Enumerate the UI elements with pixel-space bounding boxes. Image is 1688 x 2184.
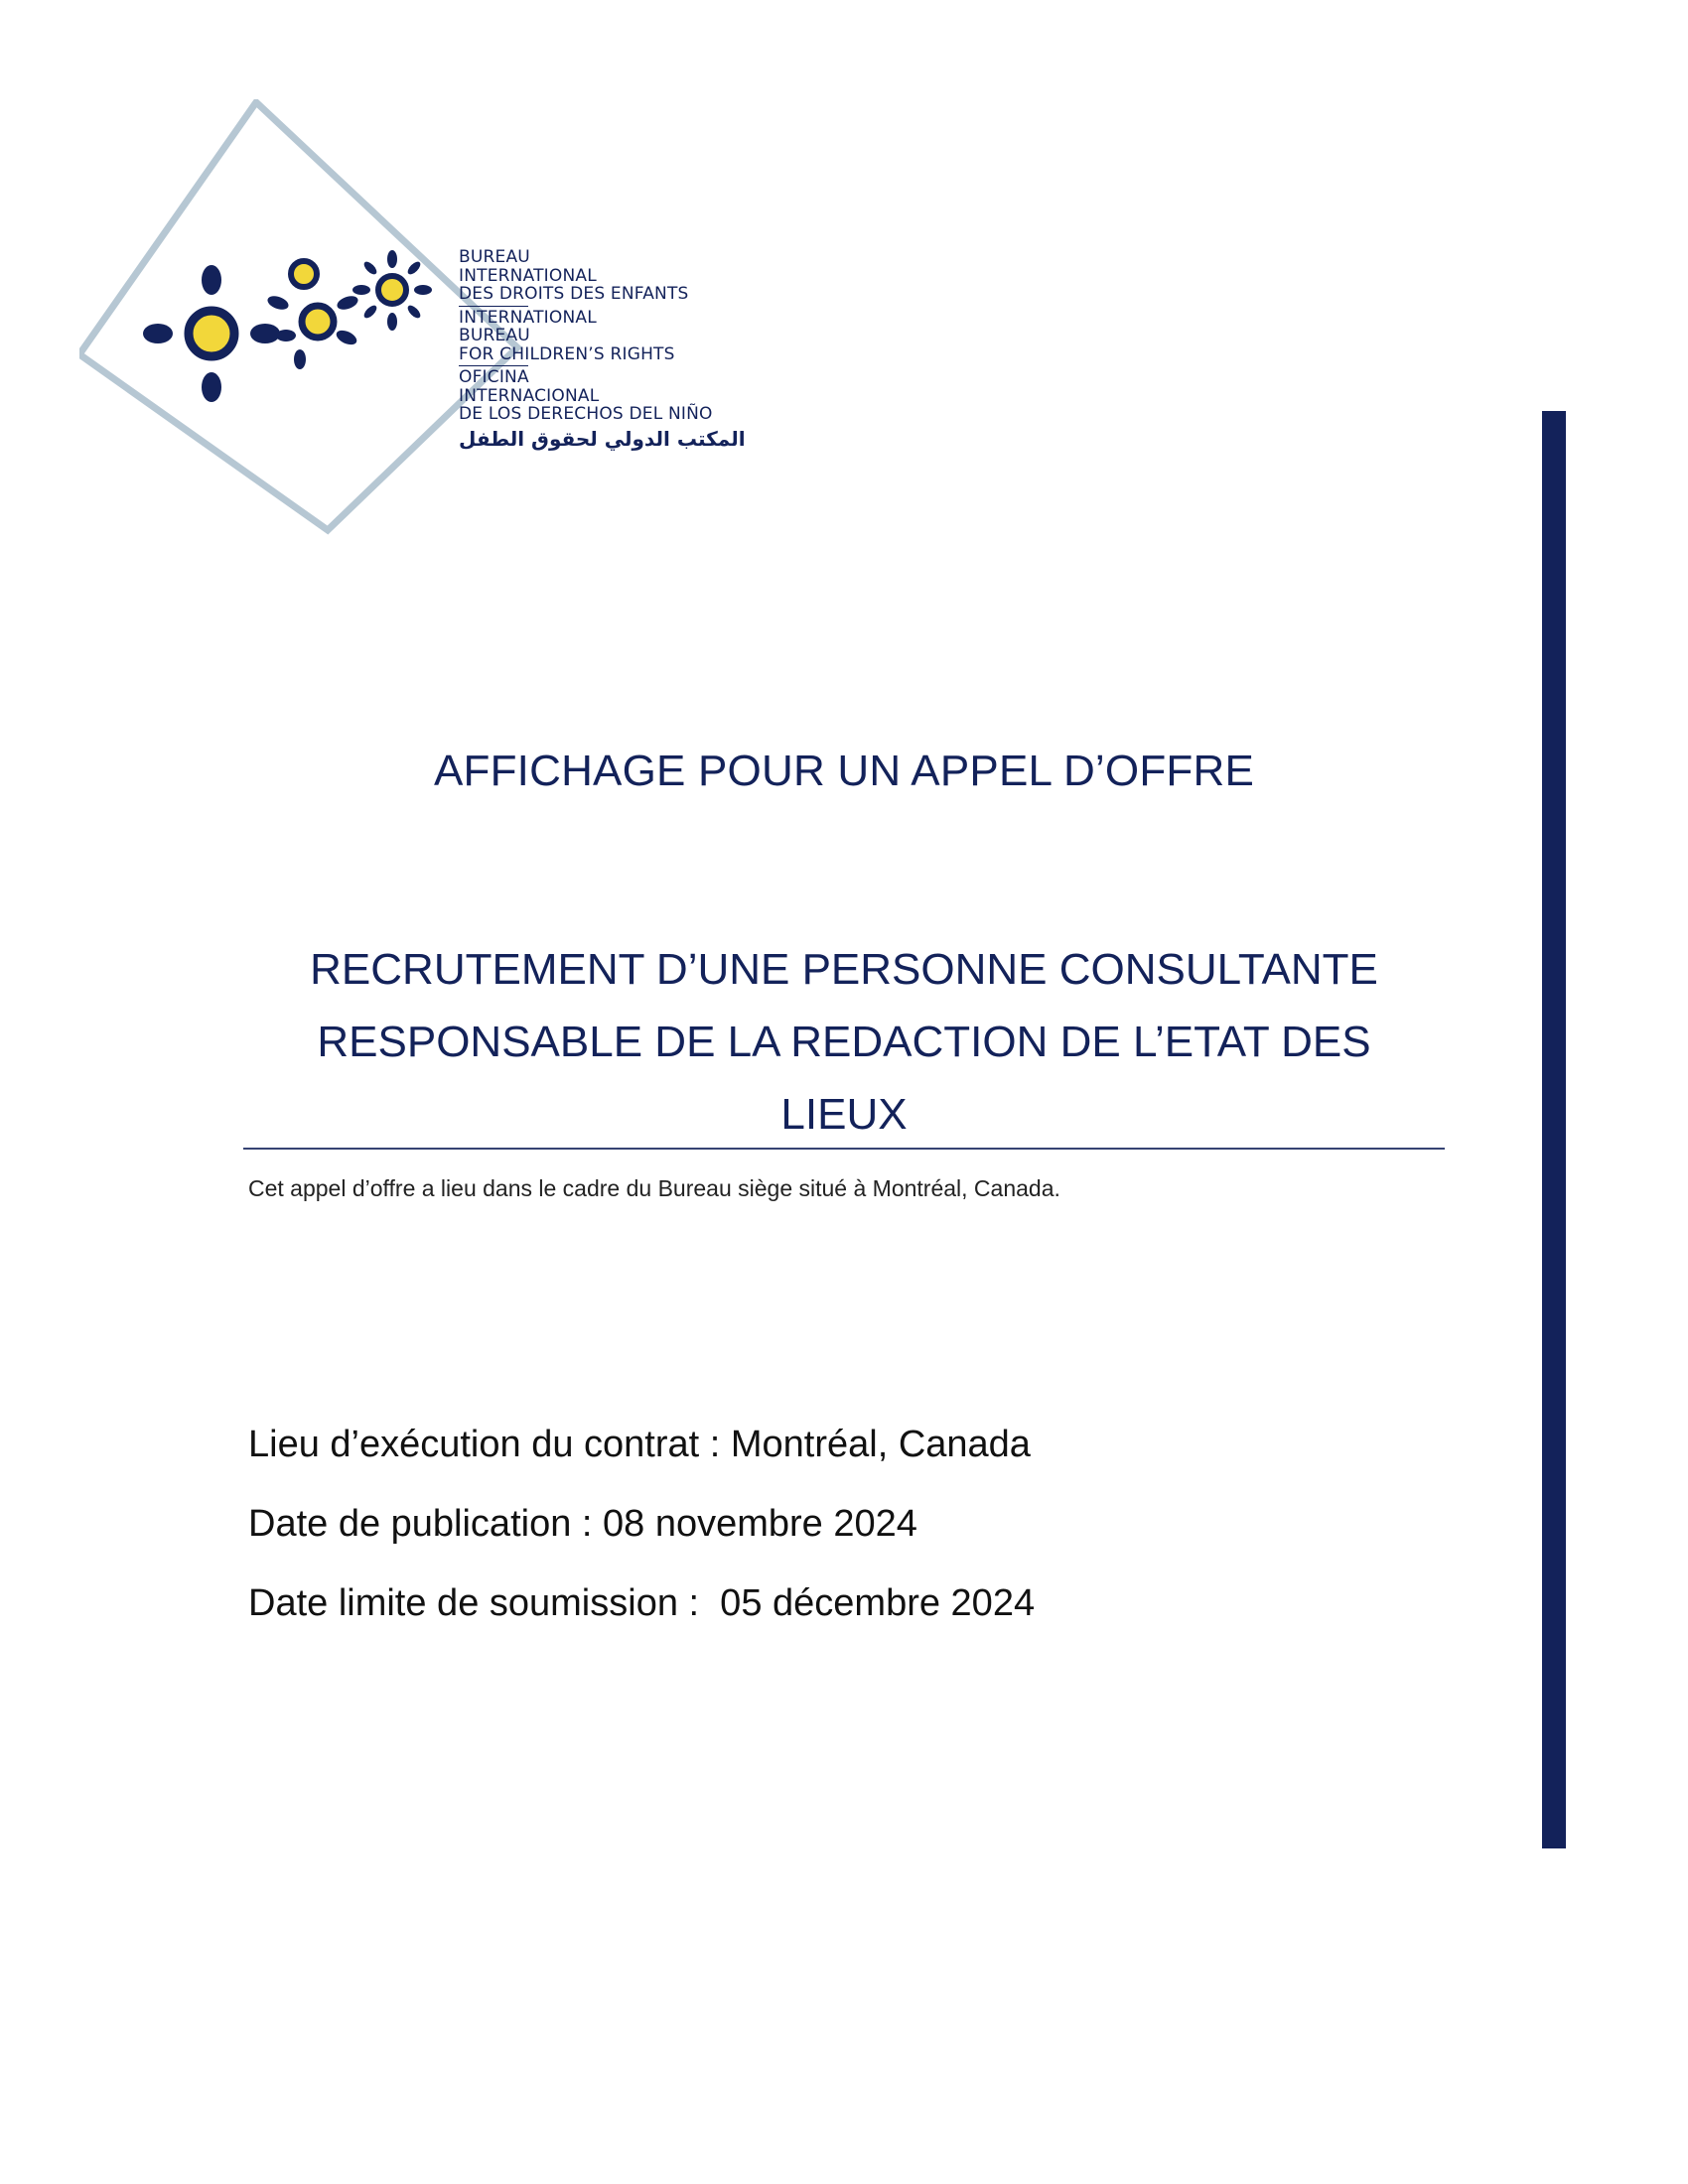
wordmark-line: BUREAU (459, 326, 530, 345)
wordmark-divider (459, 306, 528, 307)
ibcr-wordmark (459, 247, 757, 451)
position-title (243, 933, 1445, 1151)
flower-large-icon (143, 265, 280, 402)
flower-small-icon (352, 250, 432, 331)
detail-publication-date: Date de publication : 08 novembre 2024 (248, 1503, 917, 1545)
contract-details (248, 1420, 1035, 1658)
wordmark-line: DES DROITS DES ENFANTS (459, 284, 689, 304)
position-title-line: RECRUTEMENT D’UNE PERSONNE CONSULTANTE (310, 945, 1378, 994)
title-divider (243, 1148, 1445, 1150)
wordmark-spanish (459, 368, 757, 424)
position-title-line: RESPONSABLE DE LA REDACTION DE L’ETAT DES (317, 1018, 1371, 1066)
decorative-side-bar (1542, 411, 1566, 1848)
wordmark-divider (459, 365, 528, 366)
wordmark-line: INTERNATIONAL (459, 265, 597, 286)
wordmark-line: DE LOS DERECHOS DEL NIÑO (459, 404, 713, 424)
detail-location: Lieu d’exécution du contrat : Montréal, Canada (248, 1424, 1031, 1465)
flower-medium-icon (266, 261, 360, 369)
detail-submission-deadline: Date limite de soumission : 05 décembre 2024 (248, 1582, 1036, 1624)
page-title: AFFICHAGE POUR UN APPEL D’OFFRE (433, 747, 1255, 795)
position-title-line: LIEUX (780, 1090, 908, 1139)
wordmark-line: FOR CHILDREN’S RIGHTS (459, 343, 675, 364)
context-note: Cet appel d’offre a lieu dans le cadre du Bureau siège situé à Montréal, Canada. (248, 1175, 1060, 1201)
wordmark-english (459, 309, 757, 364)
wordmark-line: OFICINA (459, 367, 529, 387)
wordmark-line: BUREAU (459, 247, 530, 267)
wordmark-french (459, 248, 757, 304)
logo-frame-square (79, 102, 517, 530)
wordmark-line: INTERNATIONAL (459, 307, 597, 328)
wordmark-arabic: المكتب الدولي لحقوق الطفل (459, 426, 746, 451)
wordmark-line: INTERNACIONAL (459, 385, 600, 406)
